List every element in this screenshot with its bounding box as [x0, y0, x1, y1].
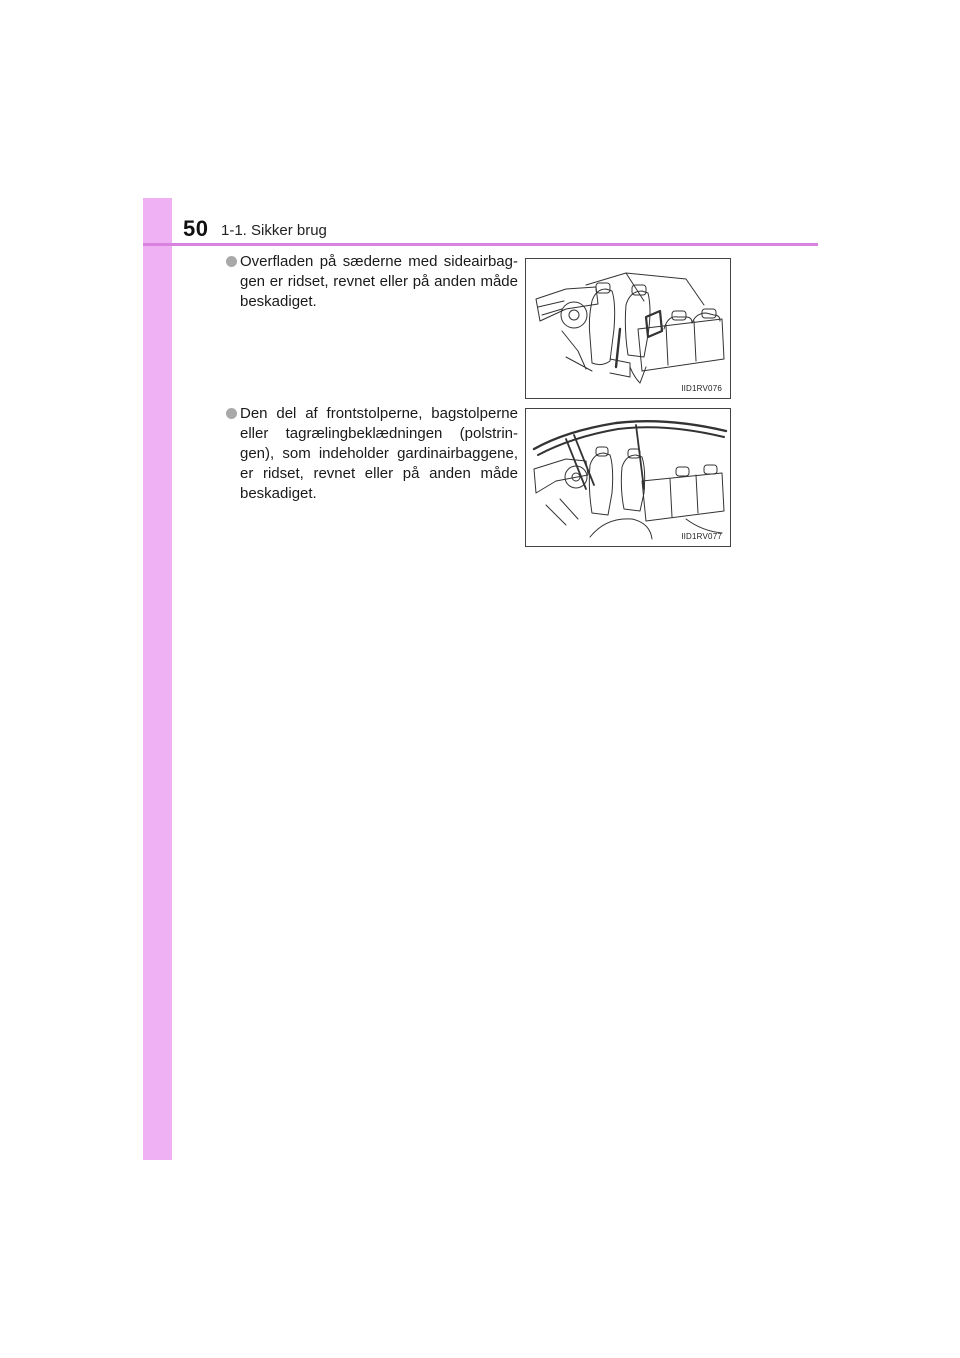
bullet-text: Overfladen på sæderne med sideairbag-gen er ridset, revnet eller på anden måde beskadiget. [240, 253, 518, 310]
page-number: 50 [183, 216, 209, 241]
bullet-text: Den del af frontstolperne, bagstolperne eller tagrælingbeklædningen (polstrin-gen), som indeholder gardinairbaggene, er ridset, revnet eller på anden måde beskadiget. [240, 405, 518, 502]
figure-code: IID1RV077 [681, 532, 722, 541]
car-interior-curtain-airbag-illustration [526, 409, 730, 546]
section-title: 1-1. Sikker brug [221, 222, 327, 239]
figure-code: IID1RV076 [681, 384, 722, 393]
bullet-item-curtain-airbag [226, 404, 518, 504]
bullet-item-seat-side-airbag [226, 252, 518, 312]
bullet-icon [226, 408, 237, 419]
figure-curtain-airbag-pillars [525, 408, 731, 547]
header-rule [143, 243, 818, 246]
side-color-strip [143, 198, 172, 1160]
figure-side-airbag-seats [525, 258, 731, 399]
car-interior-side-airbag-illustration [526, 259, 730, 398]
bullet-icon [226, 256, 237, 267]
